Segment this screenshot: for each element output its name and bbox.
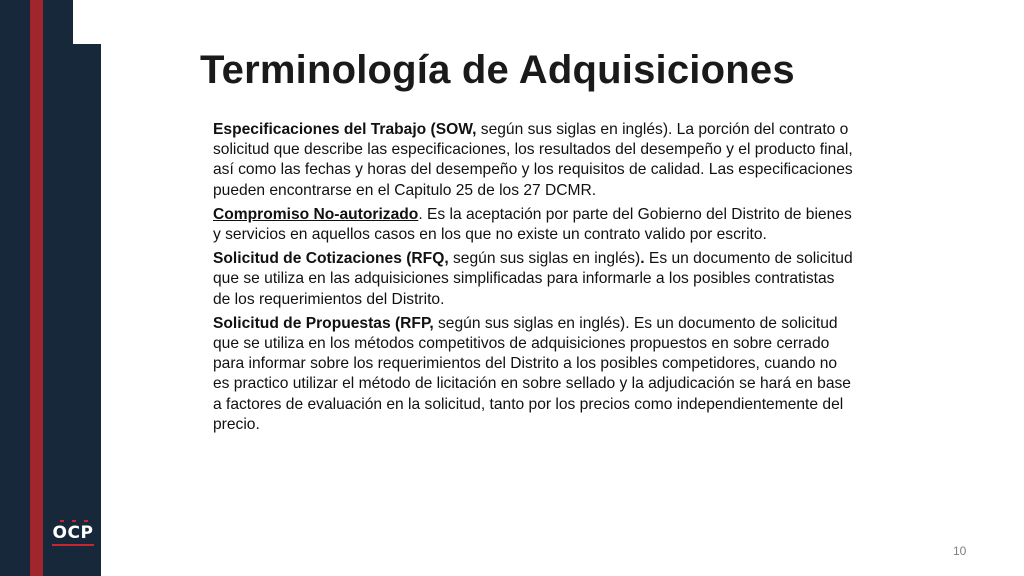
term-sow: Especificaciones del Trabajo (SOW,: [213, 121, 477, 138]
logo-underline: [52, 544, 94, 546]
term-rfq-dot: .: [640, 250, 645, 268]
term-unauthorized-commitment: Compromiso No-autorizado: [213, 205, 419, 223]
left-navy-bar: [0, 0, 30, 576]
definition-unauthorized-commitment: . Es la aceptación por parte del Gobierno del Distrito de bienes y servicios en aquellos casos en los que no existe un contrato valido por escrito.: [213, 205, 852, 244]
top-navy-tab: [43, 0, 73, 44]
slide-body: [213, 120, 853, 439]
term-rfq: Solicitud de Cotizaciones (RFQ,: [213, 250, 449, 268]
paragraph-unauthorized-commitment: [213, 205, 853, 245]
definition-rfq: Es un documento de solicitud que se utiliza en las adquisiciones simplificadas para informarle a los posibles contratistas de los requerimientos del Distrito.: [213, 250, 853, 308]
term-rfq-note: según sus siglas en inglés): [448, 250, 641, 268]
left-navy-panel: [43, 44, 101, 576]
ocp-logo: [46, 518, 100, 548]
definition-rfp: según sus siglas en inglés). Es un documento de solicitud que se utiliza en los métodos competitivos de adquisiciones propuestos en sobre cerrado para informar sobre los requerimientos del Distrito a los posibles competidores, cuando no es practico utilizar el método de licitación en sobre sellado y la adjudicación se hará en base a factores de evaluación en la solicitud, tanto por los precios como independientemente del precio.: [213, 314, 851, 433]
term-rfp: Solicitud de Propuestas (RFP,: [213, 314, 434, 332]
left-red-bar: [30, 0, 43, 576]
definition-sow: según sus siglas en inglés). La porción del contrato o solicitud que describe las especificaciones, los resultados del desempeño y el producto final, así como las fechas y horas del desempeño y los requisitos de calidad. Las especificaciones pueden encontrarse en el Capitulo 25 de los 27 DCMR.: [213, 121, 853, 199]
paragraph-rfp: [213, 314, 853, 435]
logo-text: OCP: [52, 523, 94, 543]
page-number: 10: [953, 544, 967, 558]
paragraph-rfq: [213, 249, 853, 310]
slide-title: Terminología de Adquisiciones: [200, 48, 795, 92]
paragraph-sow: [213, 120, 853, 201]
